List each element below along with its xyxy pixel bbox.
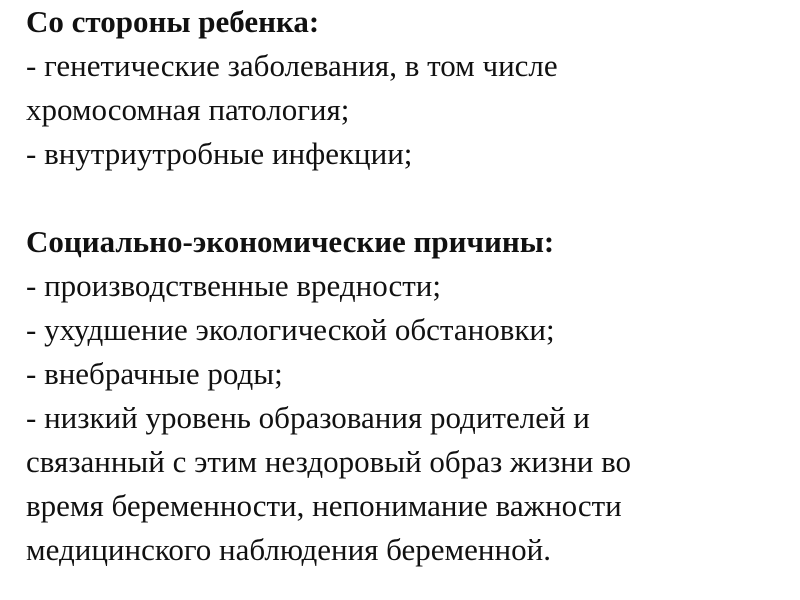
list-item: - ухудшение экологической обстановки; bbox=[26, 312, 555, 347]
list-item: - низкий уровень образования родителей и bbox=[26, 400, 590, 435]
list-item: - генетические заболевания, в том числе bbox=[26, 48, 558, 83]
list-item-continuation: время беременности, непонимание важности bbox=[26, 488, 622, 523]
list-item-continuation: медицинского наблюдения беременной. bbox=[26, 532, 551, 567]
list-item: - производственные вредности; bbox=[26, 268, 441, 303]
list-item-continuation: хромосомная патология; bbox=[26, 92, 350, 127]
list-item: - внутриутробные инфекции; bbox=[26, 136, 413, 171]
section-socioeconomic-causes bbox=[26, 220, 796, 572]
section-child-factors bbox=[26, 0, 796, 176]
document-body bbox=[26, 0, 796, 572]
list-item: - внебрачные роды; bbox=[26, 356, 283, 391]
section-heading: Социально-экономические причины: bbox=[26, 224, 555, 259]
section-spacer bbox=[26, 176, 796, 220]
section-heading: Со стороны ребенка: bbox=[26, 4, 320, 39]
list-item-continuation: связанный с этим нездоровый образ жизни во bbox=[26, 444, 632, 479]
